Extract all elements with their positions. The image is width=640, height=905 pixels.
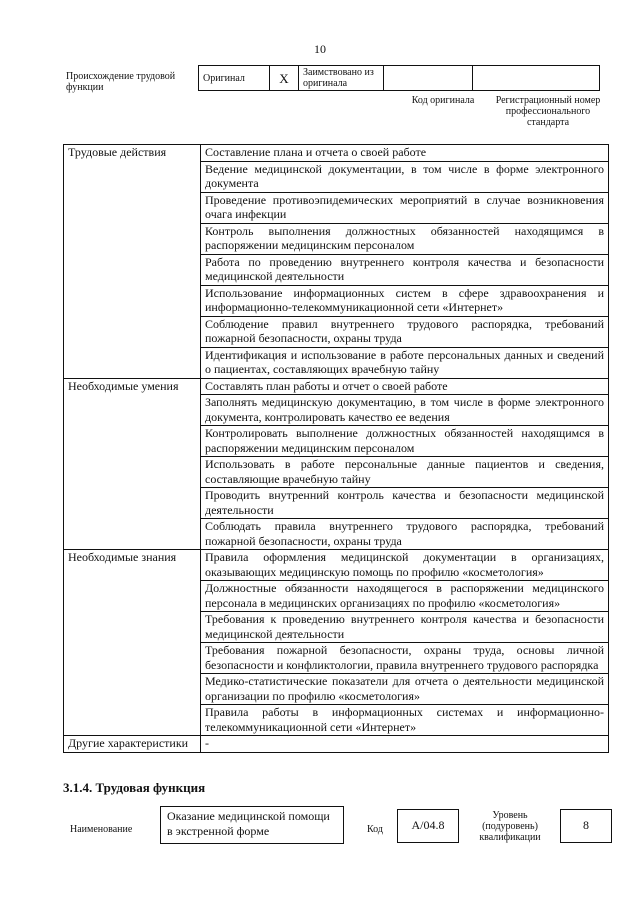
registration-caption: Регистрационный номер профессионального стандарта — [495, 95, 601, 128]
table-cell: Идентификация и использование в работе персональных данных и сведений о пациентах, составляющих врачебную тайну — [201, 347, 609, 378]
table-cell: Проводить внутренний контроль качества и безопасности медицинской деятельности — [201, 488, 609, 519]
table-cell: Составлять план работы и отчет о своей работе — [201, 378, 609, 395]
table-cell: Соблюдение правил внутреннего трудового распорядка, требований пожарной безопасности, охраны труда — [201, 316, 609, 347]
table-cell: Использование информационных систем в сфере здравоохранения и информационно-телекоммуникационной сети «Интернет» — [201, 285, 609, 316]
table-row — [64, 378, 609, 395]
table-cell: Проведение противоэпидемических мероприятий в случае возникновения очага инфекции — [201, 192, 609, 223]
table-cell: Медико-статистические показатели для отчета о деятельности медицинской организации по профилю «косметология» — [201, 674, 609, 705]
row-header: Трудовые действия — [64, 145, 201, 379]
table-cell: Контролировать выполнение должностных обязанностей находящимся в распоряжении медицинским персоналом — [201, 426, 609, 457]
row-header: Необходимые знания — [64, 550, 201, 736]
table-cell: Заполнять медицинскую документацию, в том числе в форме электронного документа, контролировать качество ее ведения — [201, 395, 609, 426]
table-cell: Должностные обязанности находящегося в распоряжении медицинского персонала в медицинских организациях по профилю «косметология» — [201, 581, 609, 612]
table-row — [64, 145, 609, 162]
registration-number-cell — [473, 66, 600, 91]
function-code-box: A/04.8 — [397, 809, 459, 843]
original-code-cell — [384, 66, 473, 91]
page-number: 10 — [314, 42, 326, 56]
table-cell: Правила оформления медицинской документации в организациях, оказывающих медицинскую помощь по профилю «косметология» — [201, 550, 609, 581]
original-mark: X — [270, 66, 299, 91]
table-cell: - — [201, 736, 609, 753]
origin-label: Происхождение трудовой функции — [66, 71, 176, 93]
section-title: 3.1.4. Трудовая функция — [63, 780, 206, 795]
table-row — [64, 736, 609, 753]
function-name-box: Оказание медицинской помощи в экстренной форме — [160, 806, 344, 844]
level-label: Уровень (подуровень) квалификации — [479, 810, 541, 843]
table-cell: Использовать в работе персональные данные пациентов и сведения, составляющие врачебную тайну — [201, 457, 609, 488]
code-label: Код — [367, 824, 383, 835]
row-header: Необходимые умения — [64, 378, 201, 550]
code-caption: Код оригинала — [411, 95, 475, 106]
table-cell: Ведение медицинской документации, в том числе в форме электронного документа — [201, 161, 609, 192]
labor-function-table — [63, 144, 609, 753]
table-cell: Требования пожарной безопасности, охраны труда, основы личной безопасности и конфликтологии, правила внутреннего трудового распорядка — [201, 643, 609, 674]
name-label: Наименование — [70, 824, 133, 835]
table-row — [64, 550, 609, 581]
table-cell: Составление плана и отчета о своей работе — [201, 145, 609, 162]
table-cell: Требования к проведению внутреннего контроля качества и безопасности медицинской деятельности — [201, 612, 609, 643]
table-cell: Контроль выполнения должностных обязанностей находящимся в распоряжении медицинским персоналом — [201, 223, 609, 254]
row-header: Другие характеристики — [64, 736, 201, 753]
level-box: 8 — [560, 809, 612, 843]
table-cell: Соблюдать правила внутреннего трудового распорядка, требований пожарной безопасности, охраны труда — [201, 519, 609, 550]
original-label: Оригинал — [199, 66, 270, 91]
borrowed-label: Заимствовано из оригинала — [299, 66, 384, 91]
table-cell: Правила работы в информационных системах и информационно-телекоммуникационной сети «Интернет» — [201, 705, 609, 736]
origin-table — [198, 65, 600, 91]
table-cell: Работа по проведению внутреннего контроля качества и безопасности медицинской деятельности — [201, 254, 609, 285]
